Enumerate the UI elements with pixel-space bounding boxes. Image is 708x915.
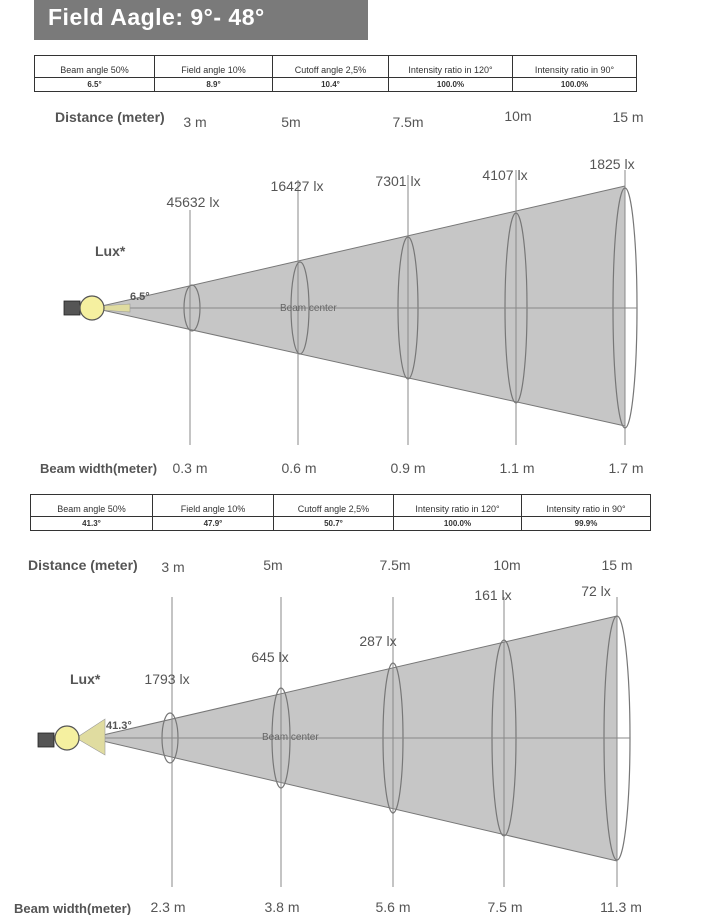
beam-width-5m: 3.8 m (264, 899, 300, 915)
lamp-bulb-icon (80, 296, 104, 320)
lux-value-3m: 45632 lx (166, 194, 220, 210)
spec-value-intensity-90: 99.9% (522, 517, 651, 531)
spec-value-intensity-90: 100.0% (513, 78, 637, 92)
beam-angle-wedge (76, 719, 105, 755)
beam-width-label: Beam width(meter) (14, 901, 132, 915)
spec-header-intensity-120: Intensity ratio in 120° (389, 56, 513, 78)
distance-5m: 5m (263, 557, 283, 573)
spec-value-beam-angle: 41.3° (31, 517, 153, 531)
spec-header-intensity-90: Intensity ratio in 90° (513, 56, 637, 78)
lux-value-15m: 1825 lx (589, 156, 635, 172)
spec-value-intensity-120: 100.0% (394, 517, 522, 531)
beam-width-5m: 0.6 m (281, 460, 317, 476)
beam-diagram-1 (0, 100, 708, 480)
beam-width-10m: 1.1 m (499, 460, 535, 476)
lamp-base-icon (38, 733, 54, 747)
beam-center-label: Beam center (280, 303, 337, 314)
beam-center-label: Beam center (262, 732, 319, 743)
distance-3m: 3 m (161, 559, 185, 575)
lux-value-10m: 4107 lx (482, 167, 528, 183)
beam-width-7-5m: 5.6 m (375, 899, 411, 915)
lux-label: Lux* (95, 243, 126, 259)
distance-3m: 3 m (183, 114, 207, 130)
beam-width-label: Beam width(meter) (40, 461, 158, 476)
title-bar (34, 0, 368, 40)
beam-width-15m: 11.3 m (600, 899, 642, 915)
beam-width-15m: 1.7 m (608, 460, 644, 476)
distance-5m: 5m (281, 114, 301, 130)
lux-value-3m: 1793 lx (144, 671, 190, 687)
beam-width-3m: 2.3 m (150, 899, 186, 915)
lux-value-5m: 645 lx (251, 649, 289, 665)
distance-7-5m: 7.5m (379, 557, 411, 573)
distance-10m: 10m (504, 108, 532, 124)
spec-header-intensity-90: Intensity ratio in 90° (522, 495, 651, 517)
spec-value-cutoff-angle: 50.7° (274, 517, 394, 531)
spec-header-beam-angle: Beam angle 50% (35, 56, 155, 78)
spec-value-field-angle: 8.9° (155, 78, 273, 92)
distance-10m: 10m (493, 557, 521, 573)
lux-label: Lux* (70, 671, 101, 687)
beam-diagram-2 (0, 537, 708, 915)
spec-table-1 (34, 55, 637, 92)
spec-header-cutoff-angle: Cutoff angle 2,5% (274, 495, 394, 517)
spec-header-intensity-120: Intensity ratio in 120° (394, 495, 522, 517)
beam-width-10m: 7.5 m (487, 899, 523, 915)
beam-width-3m: 0.3 m (172, 460, 208, 476)
beam-angle-label: 6.5° (130, 291, 150, 303)
lux-value-7-5m: 7301 lx (375, 173, 421, 189)
lux-value-5m: 16427 lx (270, 178, 324, 194)
spec-header-field-angle: Field angle 10% (155, 56, 273, 78)
distance-7-5m: 7.5m (392, 114, 424, 130)
spec-value-intensity-120: 100.0% (389, 78, 513, 92)
page-title: Field Aagle: 9°- 48° (48, 4, 265, 30)
spec-value-cutoff-angle: 10.4° (273, 78, 389, 92)
lamp-bulb-icon (55, 726, 79, 750)
spec-header-cutoff-angle: Cutoff angle 2,5% (273, 56, 389, 78)
beam-cone (93, 186, 625, 426)
lamp-base-icon (64, 301, 80, 315)
spec-header-beam-angle: Beam angle 50% (31, 495, 153, 517)
distance-15m: 15 m (601, 557, 633, 573)
beam-width-7-5m: 0.9 m (390, 460, 426, 476)
spec-value-field-angle: 47.9° (153, 517, 274, 531)
lux-value-10m: 161 lx (474, 587, 512, 603)
beam-angle-label: 41.3° (106, 720, 132, 732)
lux-value-15m: 72 lx (581, 583, 611, 599)
lux-value-7-5m: 287 lx (359, 633, 397, 649)
spec-header-field-angle: Field angle 10% (153, 495, 274, 517)
distance-15m: 15 m (612, 109, 644, 125)
distance-label: Distance (meter) (55, 109, 165, 125)
spec-table-2 (30, 494, 651, 531)
distance-label: Distance (meter) (28, 557, 138, 573)
spec-value-beam-angle: 6.5° (35, 78, 155, 92)
